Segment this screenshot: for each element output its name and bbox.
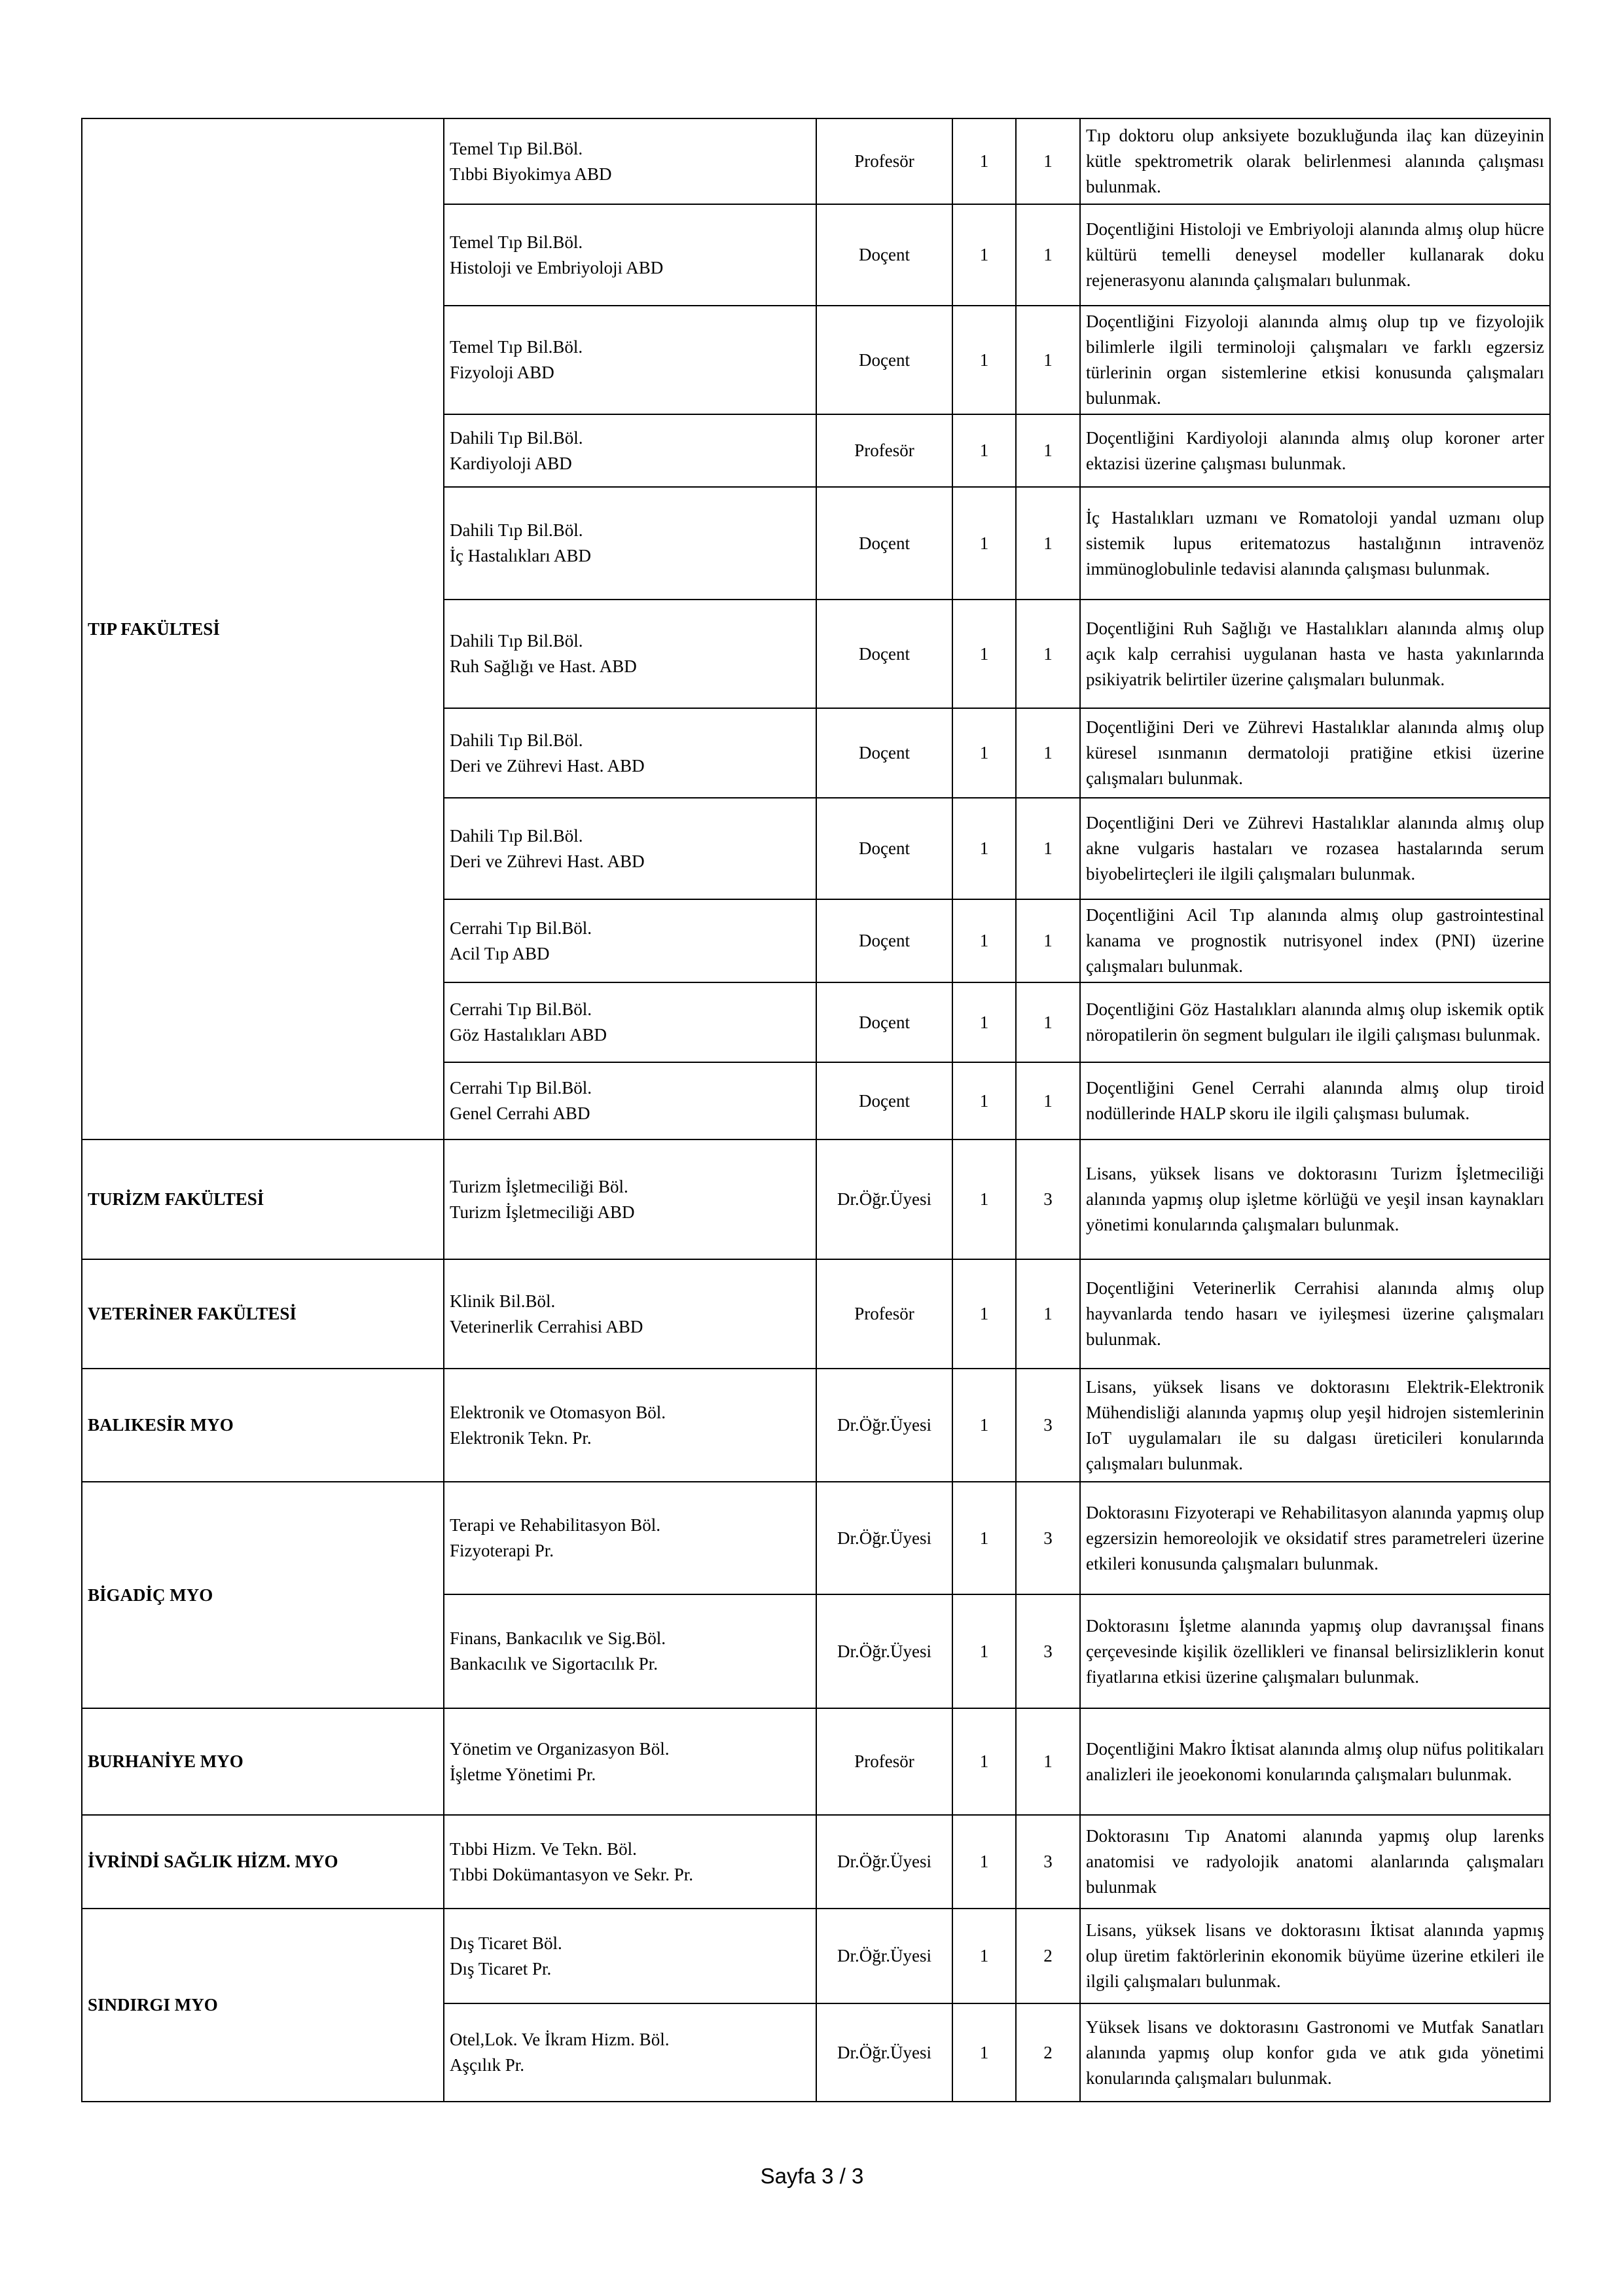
department-name: Dahili Tıp Bil.Böl. — [450, 631, 583, 651]
program-name: Fizyoloji ABD — [450, 363, 554, 382]
faculty-name: İVRİNDİ SAĞLIK HİZM. MYO — [82, 1815, 444, 1909]
department-cell — [444, 899, 816, 982]
department-cell — [444, 1482, 816, 1594]
page-number: Sayfa 3 / 3 — [760, 2164, 864, 2188]
academic-title: Doçent — [816, 708, 952, 798]
program-name: Ruh Sağlığı ve Hast. ABD — [450, 656, 637, 676]
position-level: 1 — [1016, 1708, 1080, 1815]
position-count: 1 — [952, 1909, 1016, 2003]
table-row — [82, 1482, 1550, 1594]
academic-title: Doçent — [816, 600, 952, 708]
position-level: 1 — [1016, 1259, 1080, 1369]
positions-table — [81, 118, 1551, 2102]
program-name: Tıbbi Biyokimya ABD — [450, 164, 612, 184]
requirements-description: Doçentliğini Genel Cerrahi alanında almış olup tiroid nodüllerinde HALP skoru ile ilgili çalışması bulumak. — [1080, 1062, 1550, 1139]
faculty-name: VETERİNER FAKÜLTESİ — [82, 1259, 444, 1369]
requirements-description: Doçentliğini Deri ve Zührevi Hastalıklar alanında almış olup küresel ısınmanın dermatoloji pratiğine etkisi üzerine çalışmaları bulunmak. — [1080, 708, 1550, 798]
position-count: 1 — [952, 600, 1016, 708]
requirements-description: Lisans, yüksek lisans ve doktorasını Turizm İşletmeciliği alanında yapmış olup işletme körlüğü ve yeşil insan kaynakları yönetimi konularında çalışmaları bulunmak. — [1080, 1139, 1550, 1259]
department-cell — [444, 708, 816, 798]
position-count: 1 — [952, 1815, 1016, 1909]
academic-title: Profesör — [816, 414, 952, 487]
program-name: Tıbbi Dokümantasyon ve Sekr. Pr. — [450, 1864, 693, 1884]
position-count: 1 — [952, 487, 1016, 600]
requirements-description: İç Hastalıkları uzmanı ve Romatoloji yandal uzmanı olup sistemik lupus eritematozus hastalığının intravenöz immünoglobulinle tedavisi alanında çalışması bulunmak. — [1080, 487, 1550, 600]
position-level: 1 — [1016, 798, 1080, 899]
faculty-name: BİGADİÇ MYO — [82, 1482, 444, 1708]
position-count: 1 — [952, 306, 1016, 414]
program-name: Deri ve Zührevi Hast. ABD — [450, 851, 645, 871]
department-name: Dahili Tıp Bil.Böl. — [450, 730, 583, 750]
program-name: Aşçılık Pr. — [450, 2055, 525, 2075]
requirements-description: Yüksek lisans ve doktorasını Gastronomi ve Mutfak Sanatları alanında yapmış olup konfor gıda ve atık gıda yönetimi konularında çalışmaları bulunmak. — [1080, 2003, 1550, 2102]
requirements-description: Doçentliğini Fizyoloji alanında almış olup tıp ve fizyolojik bilimlerle ilgili terminoloji çalışmaları ve farklı egzersiz türlerinin organ sistemlerine etkisi konusunda çalışmaları bulunmak. — [1080, 306, 1550, 414]
department-cell — [444, 1815, 816, 1909]
program-name: İşletme Yönetimi Pr. — [450, 1764, 596, 1784]
academic-title: Doçent — [816, 204, 952, 306]
academic-title: Dr.Öğr.Üyesi — [816, 1815, 952, 1909]
position-count: 1 — [952, 1259, 1016, 1369]
position-level: 1 — [1016, 1062, 1080, 1139]
position-count: 1 — [952, 1708, 1016, 1815]
department-name: Cerrahi Tıp Bil.Böl. — [450, 1078, 592, 1098]
program-name: Bankacılık ve Sigortacılık Pr. — [450, 1654, 658, 1674]
academic-title: Profesör — [816, 1708, 952, 1815]
position-count: 1 — [952, 118, 1016, 204]
table-row — [82, 1259, 1550, 1369]
faculty-name: TURİZM FAKÜLTESİ — [82, 1139, 444, 1259]
position-level: 1 — [1016, 708, 1080, 798]
position-level: 3 — [1016, 1139, 1080, 1259]
program-name: Acil Tıp ABD — [450, 943, 550, 963]
requirements-description: Doçentliğini Acil Tıp alanında almış olup gastrointestinal kanama ve prognostik nutrisyonel index (PNI) üzerine çalışmaları bulunmak. — [1080, 899, 1550, 982]
position-level: 1 — [1016, 414, 1080, 487]
position-count: 1 — [952, 798, 1016, 899]
program-name: Histoloji ve Embriyoloji ABD — [450, 257, 664, 278]
position-level: 1 — [1016, 204, 1080, 306]
program-name: Fizyoterapi Pr. — [450, 1541, 554, 1560]
academic-title: Profesör — [816, 1259, 952, 1369]
requirements-description: Lisans, yüksek lisans ve doktorasını İktisat alanında yapmış olup üretim faktörlerinin ekonomik büyüme üzerine etkileri ile ilgili çalışmaları bulunmak. — [1080, 1909, 1550, 2003]
academic-title: Dr.Öğr.Üyesi — [816, 2003, 952, 2102]
requirements-description: Doçentliğini Makro İktisat alanında almış olup nüfus politikaları analizleri ile jeoekonomi konularında çalışmaları bulunmak. — [1080, 1708, 1550, 1815]
department-cell — [444, 982, 816, 1062]
position-level: 3 — [1016, 1482, 1080, 1594]
department-name: Elektronik ve Otomasyon Böl. — [450, 1402, 666, 1422]
academic-title: Profesör — [816, 118, 952, 204]
requirements-description: Doçentliğini Veterinerlik Cerrahisi alanında almış olup hayvanlarda tendo hasarı ve iyileşmesi üzerine çalışmaları bulunmak. — [1080, 1259, 1550, 1369]
department-cell — [444, 1708, 816, 1815]
requirements-description: Tıp doktoru olup anksiyete bozukluğunda ilaç kan düzeyinin kütle spektrometrik olarak belirlenmesi alanında çalışması bulunmak. — [1080, 118, 1550, 204]
academic-title: Dr.Öğr.Üyesi — [816, 1909, 952, 2003]
department-cell — [444, 2003, 816, 2102]
department-cell — [444, 1062, 816, 1139]
position-level: 3 — [1016, 1369, 1080, 1482]
academic-title: Doçent — [816, 306, 952, 414]
academic-title: Doçent — [816, 1062, 952, 1139]
requirements-description: Doçentliğini Göz Hastalıkları alanında almış olup iskemik optik nöropatilerin ön segment bulguları ile ilgili çalışması bulunmak. — [1080, 982, 1550, 1062]
academic-title: Dr.Öğr.Üyesi — [816, 1482, 952, 1594]
position-count: 1 — [952, 899, 1016, 982]
department-cell — [444, 1594, 816, 1708]
faculty-name: SINDIRGI MYO — [82, 1909, 444, 2102]
faculty-name: BURHANİYE MYO — [82, 1708, 444, 1815]
requirements-description: Doktorasını Tıp Anatomi alanında yapmış olup larenks anatomisi ve radyolojik anatomi alanlarında çalışmaları bulunmak — [1080, 1815, 1550, 1909]
department-name: Yönetim ve Organizasyon Böl. — [450, 1738, 670, 1759]
department-cell — [444, 600, 816, 708]
requirements-description: Doçentliğini Deri ve Zührevi Hastalıklar alanında almış olup akne vulgaris hastaları ve rozasea hastalarında serum biyobelirteçleri ile ilgili çalışmaları bulunmak. — [1080, 798, 1550, 899]
position-level: 1 — [1016, 982, 1080, 1062]
program-name: Deri ve Zührevi Hast. ABD — [450, 755, 645, 776]
requirements-description: Doçentliğini Ruh Sağlığı ve Hastalıkları alanında almış olup açık kalp cerrahisi uygulanan hasta ve hasta yakınlarında psikiyatrik belirtiler üzerine çalışmaları bulunmak. — [1080, 600, 1550, 708]
requirements-description: Lisans, yüksek lisans ve doktorasını Elektrik-Elektronik Mühendisliği alanında yapmış olup yeşil hidrojen sistemlerinin IoT uygulamaları ile su dalgası üreticileri konularında çalışmaları bulunmak. — [1080, 1369, 1550, 1482]
program-name: Göz Hastalıkları ABD — [450, 1025, 607, 1045]
table-row — [82, 1369, 1550, 1482]
table-row — [82, 1708, 1550, 1815]
department-name: Tıbbi Hizm. Ve Tekn. Böl. — [450, 1839, 637, 1859]
department-cell — [444, 1259, 816, 1369]
department-name: Cerrahi Tıp Bil.Böl. — [450, 999, 592, 1019]
position-count: 1 — [952, 982, 1016, 1062]
requirements-description: Doçentliğini Kardiyoloji alanında almış olup koroner arter ektazisi üzerine çalışması bulunmak. — [1080, 414, 1550, 487]
position-level: 1 — [1016, 600, 1080, 708]
position-count: 1 — [952, 1062, 1016, 1139]
table-row — [82, 118, 1550, 204]
department-name: Dahili Tıp Bil.Böl. — [450, 427, 583, 448]
program-name: Kardiyoloji ABD — [450, 453, 572, 473]
position-count: 1 — [952, 414, 1016, 487]
department-name: Cerrahi Tıp Bil.Böl. — [450, 918, 592, 938]
table-row — [82, 1909, 1550, 2003]
position-level: 1 — [1016, 118, 1080, 204]
position-count: 1 — [952, 1482, 1016, 1594]
department-name: Dahili Tıp Bil.Böl. — [450, 520, 583, 540]
position-count: 1 — [952, 1369, 1016, 1482]
positions-table-body — [82, 118, 1550, 2102]
department-name: Turizm İşletmeciliği Böl. — [450, 1176, 628, 1196]
department-name: Finans, Bankacılık ve Sig.Böl. — [450, 1628, 666, 1648]
position-count: 1 — [952, 204, 1016, 306]
requirements-description: Doktorasını Fizyoterapi ve Rehabilitasyon alanında yapmış olup egzersizin hemoreolojik ve oksidatif stres parametreleri üzerine etkileri konusunda çalışmaları bulunmak. — [1080, 1482, 1550, 1594]
academic-title: Doçent — [816, 982, 952, 1062]
academic-title: Dr.Öğr.Üyesi — [816, 1594, 952, 1708]
program-name: Elektronik Tekn. Pr. — [450, 1427, 592, 1448]
position-count: 1 — [952, 1594, 1016, 1708]
position-level: 1 — [1016, 487, 1080, 600]
department-cell — [444, 414, 816, 487]
position-level: 1 — [1016, 306, 1080, 414]
position-level: 3 — [1016, 1594, 1080, 1708]
faculty-name: BALIKESİR MYO — [82, 1369, 444, 1482]
table-row — [82, 1139, 1550, 1259]
department-name: Klinik Bil.Böl. — [450, 1291, 556, 1311]
position-count: 1 — [952, 708, 1016, 798]
position-level: 1 — [1016, 899, 1080, 982]
department-name: Temel Tıp Bil.Böl. — [450, 138, 583, 158]
department-name: Otel,Lok. Ve İkram Hizm. Böl. — [450, 2030, 670, 2049]
program-name: Dış Ticaret Pr. — [450, 1958, 552, 1979]
table-row — [82, 1815, 1550, 1909]
department-name: Dış Ticaret Böl. — [450, 1933, 562, 1953]
department-cell — [444, 1369, 816, 1482]
academic-title: Doçent — [816, 487, 952, 600]
department-cell — [444, 118, 816, 204]
requirements-description: Doçentliğini Histoloji ve Embriyoloji alanında almış olup hücre kültürü temelli deneysel modeller kullanarak doku rejenerasyonu alanında çalışmaları bulunmak. — [1080, 204, 1550, 306]
program-name: Genel Cerrahi ABD — [450, 1103, 590, 1123]
academic-title: Dr.Öğr.Üyesi — [816, 1369, 952, 1482]
position-level: 2 — [1016, 2003, 1080, 2102]
department-name: Terapi ve Rehabilitasyon Böl. — [450, 1515, 661, 1535]
faculty-name: TIP FAKÜLTESİ — [82, 118, 444, 1139]
requirements-description: Doktorasını İşletme alanında yapmış olup davranışsal finans çerçevesinde kişilik özellikleri ve finansal belirsizliklerin konut fiyatlarına etkisi üzerine çalışmaları bulunmak. — [1080, 1594, 1550, 1708]
academic-title: Doçent — [816, 798, 952, 899]
department-cell — [444, 798, 816, 899]
position-count: 1 — [952, 1139, 1016, 1259]
department-cell — [444, 1139, 816, 1259]
department-cell — [444, 1909, 816, 2003]
department-name: Temel Tıp Bil.Böl. — [450, 337, 583, 357]
department-name: Dahili Tıp Bil.Böl. — [450, 825, 583, 846]
program-name: İç Hastalıkları ABD — [450, 546, 591, 565]
department-cell — [444, 487, 816, 600]
position-level: 2 — [1016, 1909, 1080, 2003]
academic-title: Dr.Öğr.Üyesi — [816, 1139, 952, 1259]
program-name: Veterinerlik Cerrahisi ABD — [450, 1316, 643, 1336]
academic-title: Doçent — [816, 899, 952, 982]
position-level: 3 — [1016, 1815, 1080, 1909]
department-cell — [444, 306, 816, 414]
program-name: Turizm İşletmeciliği ABD — [450, 1202, 635, 1222]
position-count: 1 — [952, 2003, 1016, 2102]
department-name: Temel Tıp Bil.Böl. — [450, 232, 583, 252]
department-cell — [444, 204, 816, 306]
